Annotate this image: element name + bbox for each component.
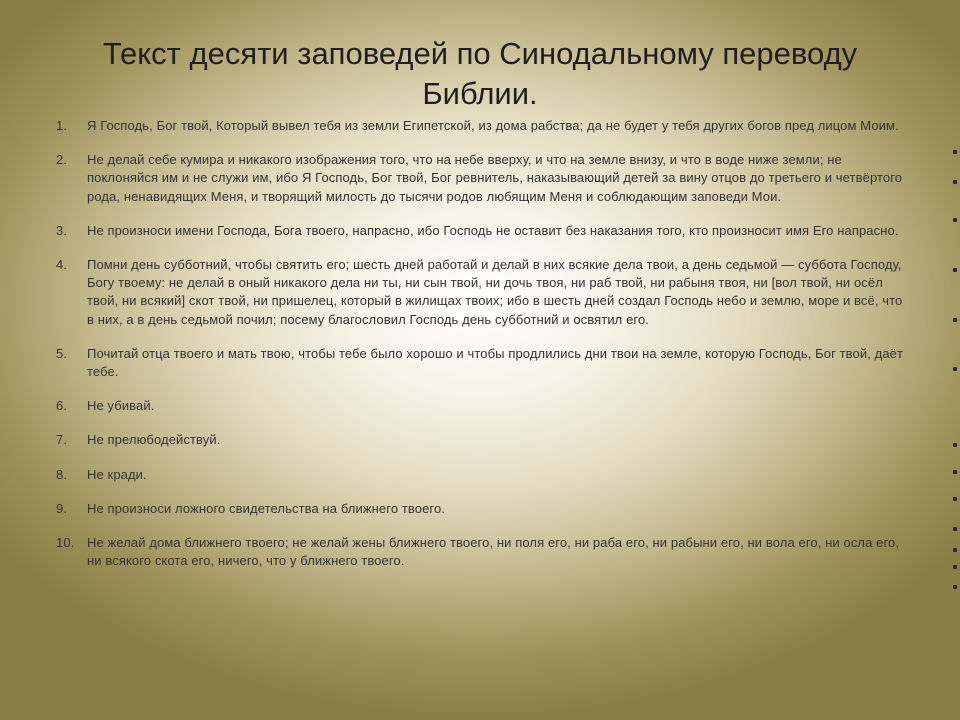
item-text: Не кради. (87, 466, 147, 482)
edge-mark (953, 180, 957, 184)
item-number: 3. (56, 222, 68, 238)
list-item (56, 151, 904, 206)
item-text: Не произноси ложного свидетельства на ближнего твоего. (87, 500, 446, 516)
item-text: Не произноси имени Господа, Бога твоего, напрасно, ибо Господь не оставит без наказания того, кто произносит имя Его напрасно. (87, 222, 899, 238)
item-number: 6. (56, 398, 68, 414)
edge-mark (953, 565, 957, 569)
edge-mark (953, 497, 957, 501)
edge-mark (953, 585, 957, 589)
item-text: Не делай себе кумира и никакого изображения того, что на небе вверху, и что на земле внизу, и что в воде ниже земли; не поклоняйся им и не служи им, ибо Я Господь, Бог твой, Бог ревнитель, наказывающий детей за вину отцов до третьего и четвёртого рода, ненавидящих Меня, и творящий милость до тысячи родов любящим Меня и соблюдающим заповеди Мои. (87, 152, 903, 204)
edge-mark (953, 150, 957, 154)
item-number: 1. (56, 118, 68, 133)
slide-title: Текст десяти заповедей по Синодальному переводу Библии. (102, 36, 858, 111)
item-number: 7. (56, 432, 68, 448)
item-number: 8. (56, 466, 68, 482)
item-text: Не желай дома ближнего твоего; не желай жены ближнего твоего, ни поля его, ни раба его, ни рабыни его, ни вола его, ни осла его, ни всякого скота его, ничего, что у ближнего твоего. (87, 535, 900, 569)
list-item (56, 466, 904, 484)
list-item (56, 117, 904, 135)
commandments-list (56, 117, 904, 586)
edge-mark (953, 470, 957, 474)
edge-mark (953, 548, 957, 552)
edge-mark (953, 268, 957, 272)
edge-mark (953, 367, 957, 371)
list-item (56, 534, 904, 570)
item-number: 4. (56, 257, 68, 273)
item-text: Не убивай. (87, 398, 155, 414)
edge-mark (953, 318, 957, 322)
edge-mark (953, 443, 957, 447)
item-number: 10. (56, 535, 75, 551)
list-item (56, 500, 904, 518)
item-text: Помни день субботний, чтобы святить его; шесть дней работай и делай в них всякие дела твои, а день седьмой — суббота Господу, Богу твоему: не делай в оный никакого дела ни ты, ни сын твой, ни дочь твоя, ни раб твой, ни рабыня твоя, ни [вол твой, ни осёл твой, ни всякий] скот твой, ни пришелец, который в жилищах твоих; ибо в шесть дней создал Господь небо и землю, море и всё, что в них, а в день седьмой почил; посему благословил Господь день субботний и освятил его. (87, 257, 903, 327)
list-item (56, 256, 904, 329)
item-text: Не прелюбодействуй. (87, 432, 221, 448)
edge-mark (953, 218, 957, 222)
item-number: 5. (56, 345, 68, 361)
edge-mark (953, 527, 957, 531)
list-item (56, 222, 904, 240)
item-number: 9. (56, 500, 68, 516)
item-number: 2. (56, 152, 68, 168)
list-item (56, 431, 904, 449)
list-item (56, 397, 904, 415)
item-text: Я Господь, Бог твой, Который вывел тебя из земли Египетской, из дома рабства; да не будет у тебя других богов пред лицом Моим. (87, 118, 899, 133)
list-item (56, 345, 904, 381)
item-text: Почитай отца твоего и мать твою, чтобы тебе было хорошо и чтобы продлились дни твои на земле, которую Господь, Бог твой, даёт тебе. (87, 345, 904, 380)
